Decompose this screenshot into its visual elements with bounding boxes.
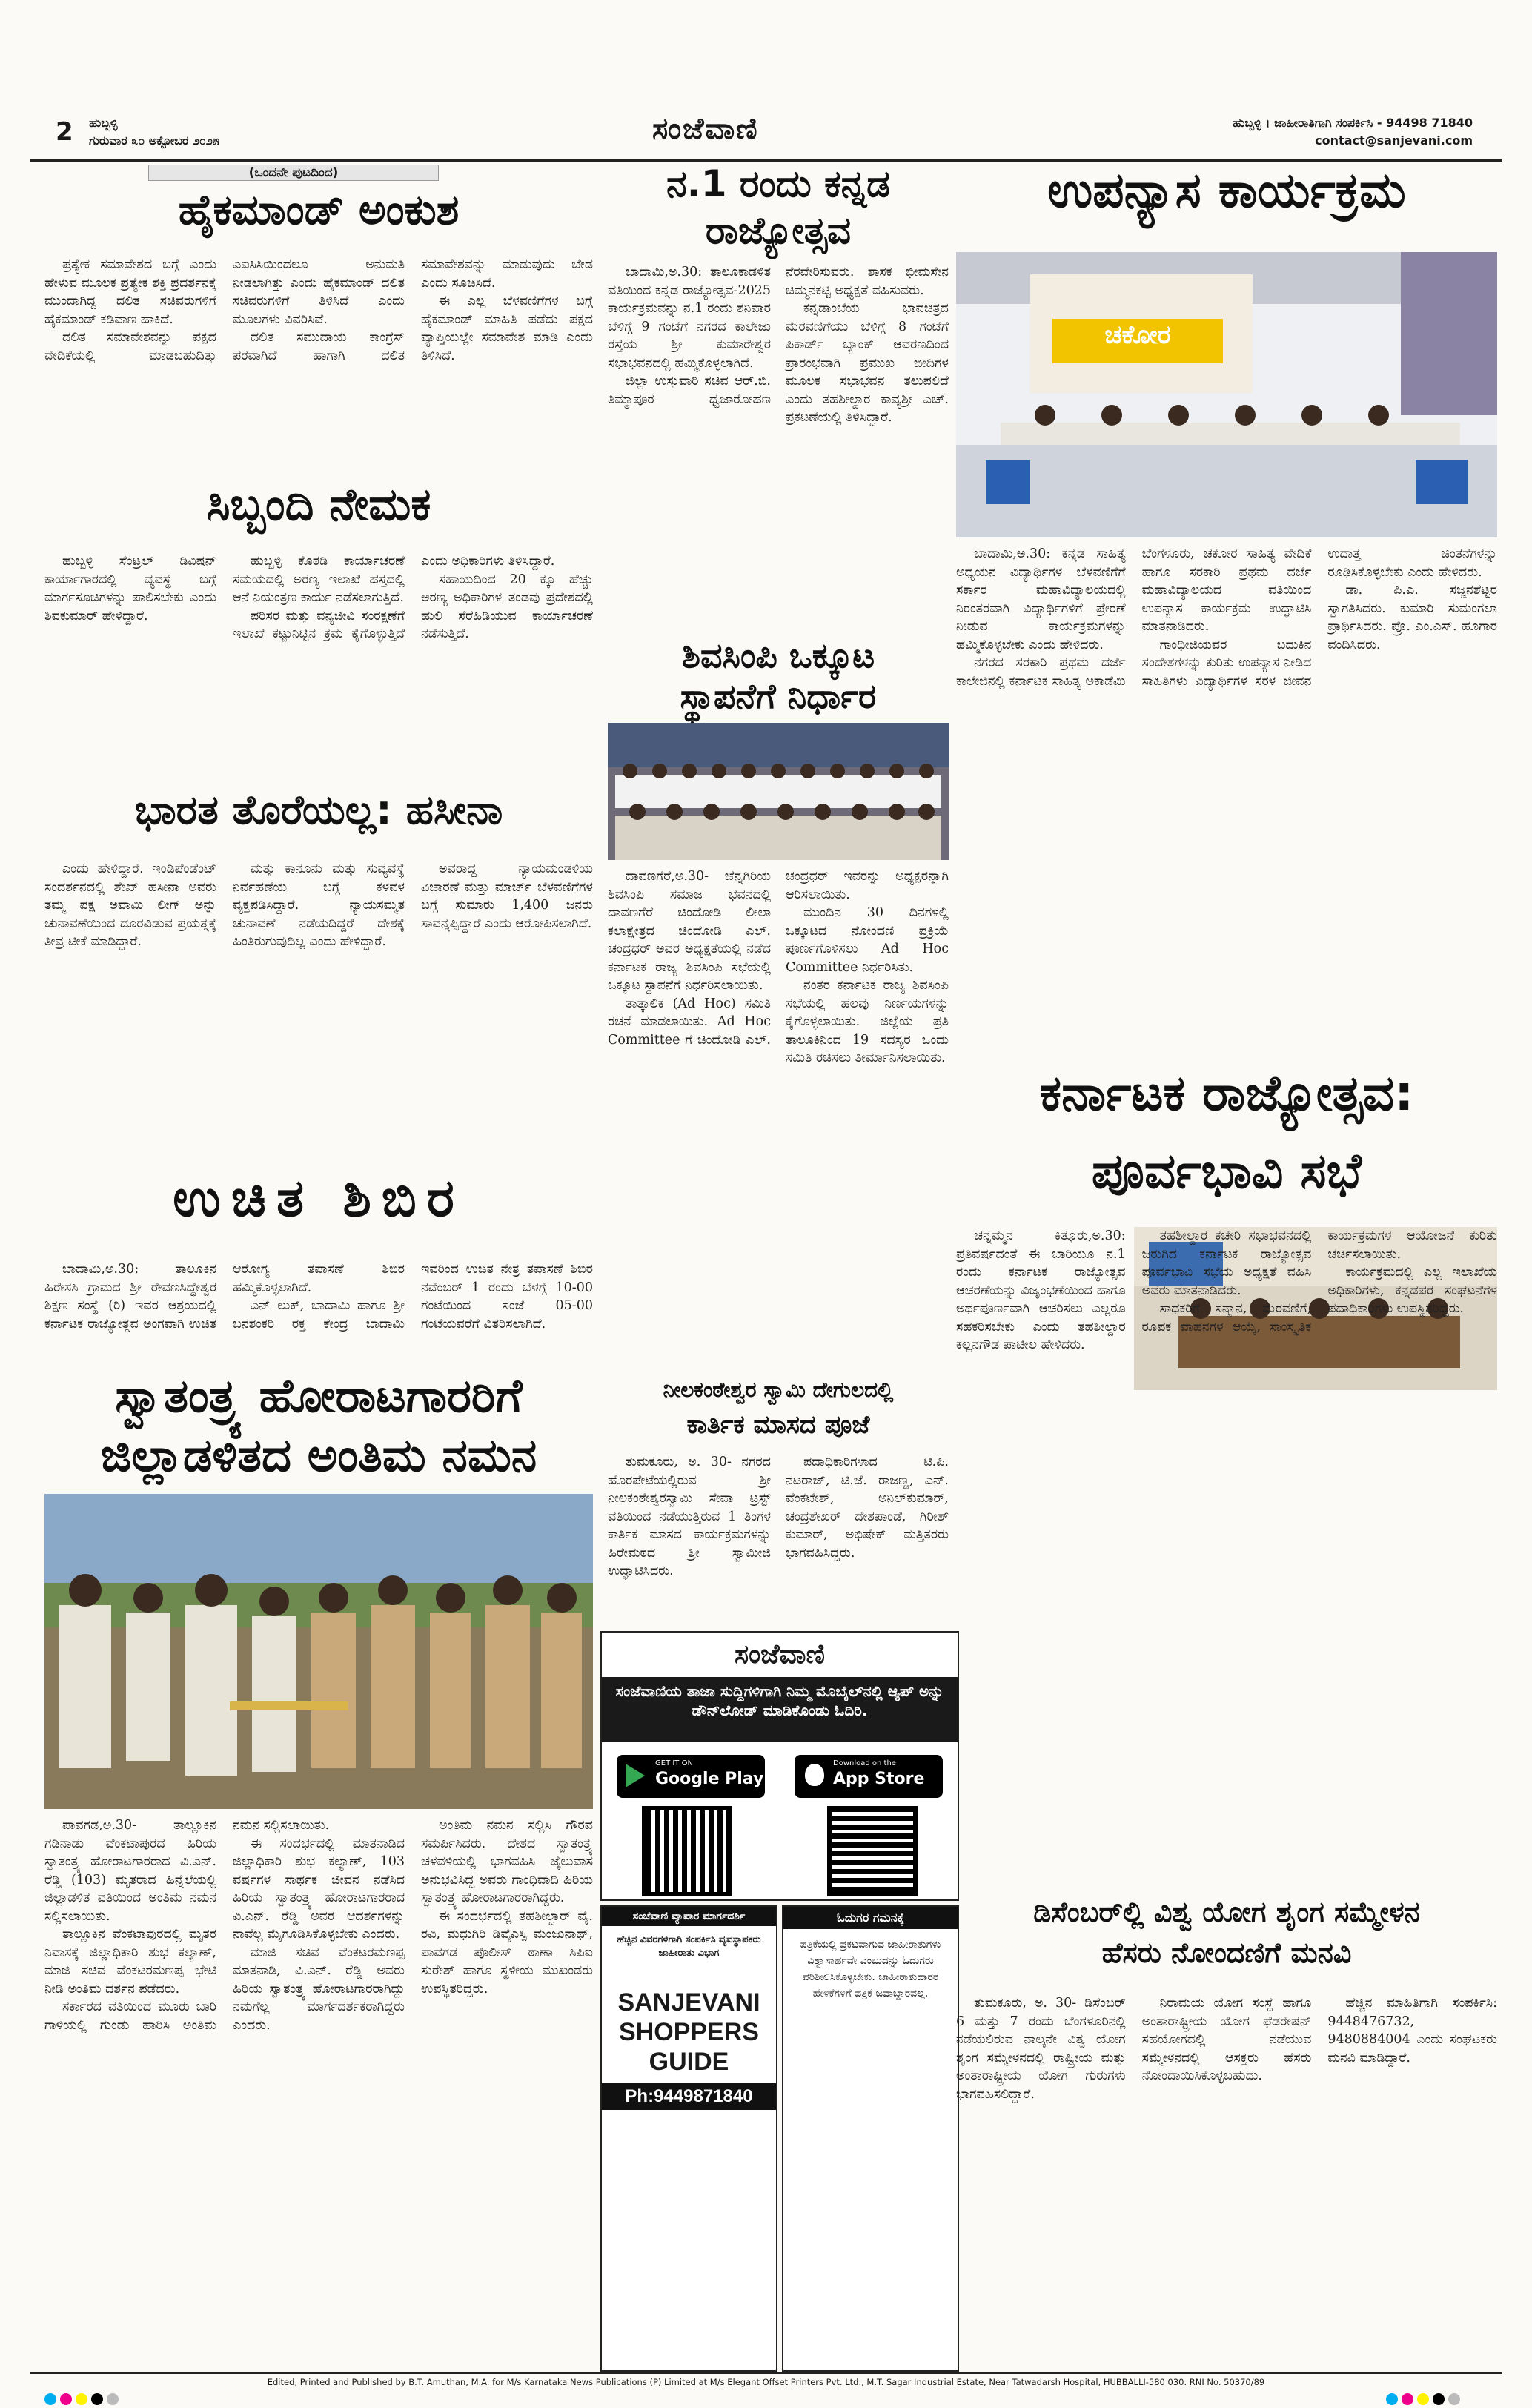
masthead-city: ಹುಬ್ಬಳ್ಳಿ — [89, 116, 118, 130]
app-store-qr-code[interactable] — [832, 1810, 913, 1892]
notice-body: ಪತ್ರಿಕೆಯಲ್ಲಿ ಪ್ರಕಟವಾಗುವ ಜಾಹೀರಾತುಗಳು ವಿಶ್ವಾಸಾರ್ಹವೇ ಎಂಬುದನ್ನು ಓದುಗರು ಪರಿಶೀಲಿಸಿಕೊಳ್ಳಬೇಕು. ಜಾಹೀರಾತುದಾರರ ಹೇಳಿಕೆಗಳಿಗೆ ಪತ್ರಿಕೆ ಜವಾಬ್ದಾರವಲ್ಲ. — [800, 1939, 941, 2000]
upanyasa-banner-text: ಚಕೋರ — [1104, 320, 1171, 350]
shoppers-guide-ad — [600, 1905, 777, 2372]
shivasimpi-headline-line-2: ಸ್ಥಾಪನೆಗೆ ನಿರ್ಧಾರ — [680, 676, 877, 716]
google-play-icon — [626, 1764, 645, 1787]
black-dot — [1433, 2393, 1445, 2405]
masthead-date: ಗುರುವಾರ ೩೦ ಅಕ್ಟೋಬರ ೨೦೨೫ — [89, 133, 219, 148]
yellow-dot — [1417, 2393, 1429, 2405]
contact-email[interactable]: contact@sanjevani.com — [1315, 133, 1473, 148]
sibbandi-headline: ಸಿಬ್ಬಂದಿ ನೇಮಕ — [206, 479, 431, 531]
yoga-body: ತುಮಕೂರು, ಅ. 30- ಡಿಸೆಂಬರ್ 6 ಮತ್ತು 7 ರಂದು ಬೆಂಗಳೂರಿನಲ್ಲಿ ನಡೆಯಲಿರುವ ನಾಲ್ಕನೇ ವಿಶ್ವ ಯೋಗ ಶೃಂಗ ಸಮ್ಮೇಳನದಲ್ಲಿ ರಾಷ್ಟ್ರೀಯ ಮತ್ತು ಅಂತಾರಾಷ್ಟ್ರೀಯ ಯೋಗ ಗುರುಗಳು ಭಾಗವಹಿಸಲಿದ್ದಾರೆ. ನಿರಾಮಯ ಯೋಗ ಸಂಸ್ಥೆ ಹಾಗೂ ಅಂತಾರಾಷ್ಟ್ರೀಯ ಯೋಗ ಫೆಡರೇಷನ್ ಸಹಯೋಗದಲ್ಲಿ ನಡೆಯುವ ಸಮ್ಮೇಳನದಲ್ಲಿ ಆಸಕ್ತರು ಹೆಸರು ನೋಂದಾಯಿಸಿಕೊಳ್ಳಬಹುದು. ಹೆಚ್ಚಿನ ಮಾಹಿತಿಗಾಗಿ ಸಂಪರ್ಕಿಸಿ: 9448476732, 9480884004 ಎಂದು ಸಂಘಟಕರು ಮನವಿ ಮಾಡಿದ್ದಾರೆ. — [956, 1996, 1497, 2102]
notice-header: ಓದುಗರ ಗಮನಕ್ಕೆ — [783, 1907, 958, 1929]
purvabhavi-body: ಚನ್ನಮ್ಮನ ಕಿತ್ತೂರು,ಅ.30: ಪ್ರತಿವರ್ಷದಂತೆ ಈ ಬಾರಿಯೂ ನ.1 ರಂದು ಕರ್ನಾಟಕ ರಾಜ್ಯೋತ್ಸವ ಆಚರಣೆಯನ್ನು ವಿಜೃಂಭಣೆಯಿಂದ ಹಾಗೂ ಅರ್ಥಪೂರ್ಣವಾಗಿ ಆಚರಿಸಲು ಎಲ್ಲರೂ ಸಹಕರಿಸಬೇಕು ಎಂದು ತಹಶೀಲ್ದಾರ ಕಲ್ಲನಗೌಡ ಪಾಟೀಲ ಹೇಳಿದರು. ತಹಶೀಲ್ದಾರ ಕಚೇರಿ ಸಭಾಭವನದಲ್ಲಿ ಜರುಗಿದ ಕರ್ನಾಟಕ ರಾಜ್ಯೋತ್ಸವ ಪೂರ್ವಭಾವಿ ಸಭೆಯ ಅಧ್ಯಕ್ಷತೆ ವಹಿಸಿ ಅವರು ಮಾತನಾಡಿದರು. ಸಾಧಕರಿಗೆ ಸನ್ಮಾನ, ಮೆರವಣಿಗೆ, ರೂಪಕ ವಾಹನಗಳ ಆಯ್ಕೆ, ಸಾಂಸ್ಕೃತಿಕ ಕಾರ್ಯಕ್ರಮಗಳ ಆಯೋಜನೆ ಕುರಿತು ಚರ್ಚಿಸಲಾಯಿತು. ಕಾರ್ಯಕ್ರಮದಲ್ಲಿ ಎಲ್ಲ ಇಲಾಖೆಯ ಅಧಿಕಾರಿಗಳು, ಕನ್ನಡಪರ ಸಂಘಟನೆಗಳ ಪದಾಧಿಕಾರಿಗಳು ಉಪಸ್ಥಿತರಿದ್ದರು. — [956, 1228, 1497, 1352]
upanyasa-event-photo — [956, 252, 1497, 538]
freedom-headline-line-2: ಜಿಲ್ಲಾಡಳಿತದ ಅಂತಿಮ ನಮನ — [100, 1428, 537, 1482]
grey-dot — [107, 2393, 119, 2405]
shoppers-sub: ಹೆಚ್ಚಿನ ವಿವರಗಳಿಗಾಗಿ ಸಂಪರ್ಕಿಸಿ ವ್ಯವಸ್ಥಾಪಕರು ಜಾಹೀರಾತು ವಿಭಾಗ — [617, 1934, 761, 1959]
freedom-funeral-photo — [44, 1494, 593, 1809]
upanyasa-headline: ಉಪನ್ಯಾಸ ಕಾರ್ಯಕ್ರಮ — [1047, 162, 1406, 219]
cyan-dot — [1386, 2393, 1398, 2405]
yoga-headline-line-2: ಹೆಸರು ನೋಂದಣಿಗೆ ಮನವಿ — [1101, 1936, 1352, 1969]
registration-marks-right — [1386, 2393, 1460, 2405]
continued-tag: (ಒಂದನೇ ಪುಟದಿಂದ) — [148, 165, 439, 181]
upanyasa-body: ಬಾದಾಮಿ,ಅ.30: ಕನ್ನಡ ಸಾಹಿತ್ಯ ಅಧ್ಯಯನ ವಿದ್ಯಾರ್ಥಿಗಳ ಬೆಳವಣಿಗೆಗೆ ಸರ್ಕಾರ ಮಹಾವಿದ್ಯಾಲಯದಲ್ಲಿ ನಿರಂತರವಾಗಿ ವಿದ್ಯಾರ್ಥಿಗಳಿಗೆ ಪ್ರೇರಣೆ ನೀಡುವ ಕಾರ್ಯಕ್ರಮಗಳನ್ನು ಹಮ್ಮಿಕೊಳ್ಳಬೇಕು ಎಂದು ಹೇಳಿದರು. ನಗರದ ಸರಕಾರಿ ಪ್ರಥಮ ದರ್ಜೆ ಕಾಲೇಜಿನಲ್ಲಿ ಕರ್ನಾಟಕ ಸಾಹಿತ್ಯ ಅಕಾಡೆಮಿ ಬೆಂಗಳೂರು, ಚಕೋರ ಸಾಹಿತ್ಯ ವೇದಿಕೆ ಹಾಗೂ ಸರಕಾರಿ ಪ್ರಥಮ ದರ್ಜೆ ಮಹಾವಿದ್ಯಾಲಯದ ವತಿಯಿಂದ ಉಪನ್ಯಾಸ ಕಾರ್ಯಕ್ರಮ ಉದ್ಘಾಟಿಸಿ ಮಾತನಾಡಿದರು. ಗಾಂಧೀಜಿಯವರ ಬದುಕಿನ ಸಂದೇಶಗಳನ್ನು ಕುರಿತು ಉಪನ್ಯಾಸ ನೀಡಿದ ಸಾಹಿತಿಗಳು ವಿದ್ಯಾರ್ಥಿಗಳ ಸರಳ ಜೀವನ ಉದಾತ್ತ ಚಿಂತನೆಗಳನ್ನು ರೂಢಿಸಿಕೊಳ್ಳಬೇಕು ಎಂದು ಹೇಳಿದರು. ಡಾ. ಪಿ.ಎ. ಸಜ್ಜನಶೆಟ್ಟರ ಸ್ವಾಗತಿಸಿದರು. ಕುಮಾರಿ ಸುಮಂಗಲಾ ಪ್ರಾರ್ಥಿಸಿದರು. ಪ್ರೊ. ಎಂ.ಎಸ್. ಹೂಗಾರ ವಂದಿಸಿದರು. — [956, 546, 1497, 689]
rajyotsava-headline-line-1: ನ.1 ರಂದು ಕನ್ನಡ — [666, 162, 891, 205]
temple-body: ತುಮಕೂರು, ಅ. 30- ನಗರದ ಹೊರಪೇಟೆಯಲ್ಲಿರುವ ಶ್ರೀ ನೀಲಕಂಠೇಶ್ವರಸ್ವಾಮಿ ಸೇವಾ ಟ್ರಸ್ಟ್ ವತಿಯಿಂದ ನಡೆಯುತ್ತಿರುವ 1 ತಿಂಗಳ ಕಾರ್ತಿಕ ಮಾಸದ ಕಾರ್ಯಕ್ರಮಗಳನ್ನು ಹಿರೇಮಠದ ಶ್ರೀ ಸ್ವಾಮೀಜಿ ಉದ್ಘಾಟಿಸಿದರು. ಪದಾಧಿಕಾರಿಗಳಾದ ಟಿ.ಪಿ. ನಟರಾಜ್, ಟಿ.ಜೆ. ರಾಜಣ್ಣ, ಎನ್. ವೆಂಕಟೇಶ್, ಅನಿಲ್‌ಕುಮಾರ್, ಚಂದ್ರಶೇಖರ್ ದೇಶಪಾಂಡೆ, ಗಿರೀಶ್ ಕುಮಾರ್, ಅಭಿಷೇಕ್ ಮತ್ತಿತರರು ಭಾಗವಹಿಸಿದ್ದರು. — [608, 1455, 949, 1578]
footer-imprint: Edited, Printed and Published by B.T. Amuthan, M.A. for M/s Karnataka News Publications (P) Limited at M/s Elegant Offset Printers Pvt. Ltd., M.T. Sagar Industrial Estate, Near Tatwadarsh Hospital, HUBBALLI-580 030. RNI No. 50370/89 — [267, 2377, 1265, 2387]
shoppers-header: ಸಂಜೆವಾಣಿ ವ್ಯಾಪಾರ ಮಾರ್ಗದರ್ಶಿ — [602, 1907, 776, 1926]
camp-headline: ಉಚಿತ ಶಿಬಿರ — [173, 1168, 465, 1228]
app-download-ad — [600, 1631, 959, 1901]
sibbandi-body: ಹುಬ್ಬಳ್ಳಿ ಸೆಂಟ್ರಲ್ ಡಿವಿಷನ್ ಕಾರ್ಯಾಗಾರದಲ್ಲಿ ವ್ಯವಸ್ಥೆ ಬಗ್ಗೆ ಮಾರ್ಗಸೂಚಿಗಳನ್ನು ಪಾಲಿಸಬೇಕು ಎಂದು ಶಿವಕುಮಾರ್ ಹೇಳಿದ್ದಾರೆ. ಹುಬ್ಬಳ್ಳಿ ಕೊಠಡಿ ಕಾರ್ಯಾಚರಣೆ ಸಮಯದಲ್ಲಿ ಅರಣ್ಯ ಇಲಾಖೆ ಹಸ್ತದಲ್ಲಿ ಆನೆ ನಿಯಂತ್ರಣ ಕಾರ್ಯ ನಡೆಸಲಾಗುತ್ತಿದೆ. ಪರಿಸರ ಮತ್ತು ವನ್ಯಜೀವಿ ಸಂರಕ್ಷಣೆಗೆ ಇಲಾಖೆ ಕಟ್ಟುನಿಟ್ಟಿನ ಕ್ರಮ ಕೈಗೊಳ್ಳುತ್ತಿದೆ ಎಂದು ಅಧಿಕಾರಿಗಳು ತಿಳಿಸಿದ್ದಾರೆ. ಸಹಾಯದಿಂದ 20 ಕ್ಕೂ ಹೆಚ್ಚು ಅರಣ್ಯ ಅಧಿಕಾರಿಗಳ ತಂಡವು ಪ್ರದೇಶದಲ್ಲಿ ಹುಲಿ ಸೆರೆಹಿಡಿಯುವ ಕಾರ್ಯಾಚರಣೆ ನಡೆಸುತ್ತಿದೆ. — [44, 554, 593, 641]
temple-headline-line-2: ಕಾರ್ತಿಕ ಮಾಸದ ಪೂಜೆ — [686, 1410, 870, 1440]
shivasimpi-headline-line-1: ಶಿವಸಿಂಪಿ ಒಕ್ಕೂಟ — [681, 635, 875, 675]
shoppers-line-3: GUIDE — [649, 2048, 729, 2076]
footer-rule — [30, 2372, 1502, 2374]
shivasimpi-body: ದಾವಣಗೆರೆ,ಅ.30- ಚೆನ್ನಗಿರಿಯ ಶಿವಸಿಂಪಿ ಸಮಾಜ ಭವನದಲ್ಲಿ ದಾವಣಗೆರೆ ಚಿಂದೋಡಿ ಲೀಲಾ ಕಲಾಕ್ಷೇತ್ರದ ಚಿಂದೋಡಿ ಎಲ್. ಚಂದ್ರಧರ್ ಅವರ ಅಧ್ಯಕ್ಷತೆಯಲ್ಲಿ ನಡೆದ ಕರ್ನಾಟಕ ರಾಜ್ಯ ಶಿವಸಿಂಪಿ ಸಭೆಯಲ್ಲಿ ಒಕ್ಕೂಟ ಸ್ಥಾಪನೆಗೆ ನಿರ್ಧರಿಸಲಾಯಿತು. ತಾತ್ಕಾಲಿಕ (Ad Hoc) ಸಮಿತಿ ರಚನೆ ಮಾಡಲಾಯಿತು. Ad Hoc Committee ಗೆ ಚಿಂದೋಡಿ ಎಲ್. ಚಂದ್ರಧರ್ ಇವರನ್ನು ಅಧ್ಯಕ್ಷರನ್ನಾಗಿ ಆರಿಸಲಾಯಿತು. ಮುಂದಿನ 30 ದಿನಗಳಲ್ಲಿ ಒಕ್ಕೂಟದ ನೋಂದಣಿ ಪ್ರಕ್ರಿಯೆ ಪೂರ್ಣಗೊಳಿಸಲು Ad Hoc Committee ನಿರ್ಧರಿಸಿತು. ನಂತರ ಕರ್ನಾಟಕ ರಾಜ್ಯ ಶಿವಸಿಂಪಿ ಸಭೆಯಲ್ಲಿ ಹಲವು ನಿರ್ಣಯಗಳನ್ನು ಕೈಗೊಳ್ಳಲಾಯಿತು. ಜಿಲ್ಲೆಯ ಪ್ರತಿ ತಾಲೂಕಿನಿಂದ 19 ಸದಸ್ಯರ ಒಂದು ಸಮಿತಿ ರಚಿಸಲು ತೀರ್ಮಾನಿಸಲಾಯಿತು. — [608, 869, 949, 1065]
magenta-dot — [1402, 2393, 1413, 2405]
app-ad-tagline: ಸಂಜೆವಾಣಿಯ ತಾಜಾ ಸುದ್ದಿಗಳಿಗಾಗಿ ನಿಮ್ಮ ಮೊಬೈಲ್‌ನಲ್ಲಿ ಆ್ಯಪ್ ಅನ್ನು ಡೌನ್‌ಲೋಡ್ ಮಾಡಿಕೊಂಡು ಓದಿರಿ. — [602, 1677, 958, 1742]
app-ad-logo: ಸಂಜೆವಾಣಿ — [734, 1638, 825, 1670]
apple-icon — [805, 1764, 824, 1786]
contact-label: ಹುಬ್ಬಳ್ಳಿ । ಜಾಹೀರಾತಿಗಾಗಿ ಸಂಪರ್ಕಿಸಿ - 94498 71840 — [1233, 116, 1473, 130]
google-play-qr-code[interactable] — [646, 1810, 728, 1892]
hasina-body: ಎಂದು ಹೇಳಿದ್ದಾರೆ. ಇಂಡಿಪೆಂಡೆಂಟ್ ಸಂದರ್ಶನದಲ್ಲಿ ಶೇಖ್ ಹಸೀನಾ ಅವರು ತಮ್ಮ ಪಕ್ಷ ಅವಾಮಿ ಲೀಗ್ ಅನ್ನು ಚುನಾವಣೆಯಿಂದ ದೂರವಿಡುವ ಪ್ರಯತ್ನಕ್ಕೆ ತೀವ್ರ ಟೀಕೆ ಮಾಡಿದ್ದಾರೆ. ಮತ್ತು ಕಾನೂನು ಮತ್ತು ಸುವ್ಯವಸ್ಥೆ ನಿರ್ವಹಣೆಯ ಬಗ್ಗೆ ಕಳವಳ ವ್ಯಕ್ತಪಡಿಸಿದ್ದಾರೆ. ನ್ಯಾಯಸಮ್ಮತ ಚುನಾವಣೆ ನಡೆಯದಿದ್ದರೆ ದೇಶಕ್ಕೆ ಹಿಂತಿರುಗುವುದಿಲ್ಲ ಎಂದು ಹೇಳಿದ್ದಾರೆ. ಅವರಾದ್ದ ನ್ಯಾಯಮಂಡಳಿಯ ವಿಚಾರಣೆ ಮತ್ತು ಮಾರ್ಚ್ ಬೆಳವಣಿಗೆಗಳ ಬಗ್ಗೆ ಸುಮಾರು 1,400 ಜನರು ಸಾವನ್ನಪ್ಪಿದ್ದಾರೆ ಎಂದು ಆರೋಪಿಸಲಾಗಿದೆ. — [44, 861, 593, 949]
freedom-body: ಪಾವಗಡ,ಅ.30- ತಾಲ್ಲೂಕಿನ ಗಡಿನಾಡು ವೆಂಕಟಾಪುರದ ಹಿರಿಯ ಸ್ವಾತಂತ್ರ್ಯ ಹೋರಾಟಗಾರರಾದ ವಿ.ಎನ್. ರೆಡ್ಡಿ (103) ಮೃತರಾದ ಹಿನ್ನೆಲೆಯಲ್ಲಿ ಜಿಲ್ಲಾಡಳಿತ ವತಿಯಿಂದ ಅಂತಿಮ ನಮನ ಸಲ್ಲಿಸಲಾಯಿತು. ತಾಲ್ಲೂಕಿನ ವೆಂಕಟಾಪುರದಲ್ಲಿ ಮೃತರ ನಿವಾಸಕ್ಕೆ ಜಿಲ್ಲಾಧಿಕಾರಿ ಶುಭ ಕಲ್ಯಾಣ್, ಮಾಜಿ ಸಚಿವ ವೆಂಕಟರಮಣಪ್ಪ ಭೇಟಿ ನೀಡಿ ಅಂತಿಮ ದರ್ಶನ ಪಡೆದರು. ಸರ್ಕಾರದ ವತಿಯಿಂದ ಮೂರು ಬಾರಿ ಗಾಳಿಯಲ್ಲಿ ಗುಂಡು ಹಾರಿಸಿ ಅಂತಿಮ ನಮನ ಸಲ್ಲಿಸಲಾಯಿತು. ಈ ಸಂದರ್ಭದಲ್ಲಿ ಮಾತನಾಡಿದ ಜಿಲ್ಲಾಧಿಕಾರಿ ಶುಭ ಕಲ್ಯಾಣ್, 103 ವರ್ಷಗಳ ಸಾರ್ಥಕ ಜೀವನ ನಡೆಸಿದ ಹಿರಿಯ ಸ್ವಾತಂತ್ರ್ಯ ಹೋರಾಟಗಾರರಾದ ವಿ.ಎನ್. ರೆಡ್ಡಿ ಅವರ ಆದರ್ಶಗಳನ್ನು ನಾವೆಲ್ಲ ಮೈಗೂಡಿಸಿಕೊಳ್ಳಬೇಕು ಎಂದರು. ಮಾಜಿ ಸಚಿವ ವೆಂಕಟರಮಣಪ್ಪ ಮಾತನಾಡಿ, ವಿ.ಎನ್. ರೆಡ್ಡಿ ಅವರು ಹಿರಿಯ ಸ್ವಾತಂತ್ರ್ಯ ಹೋರಾಟಗಾರರಾಗಿದ್ದು ನಮಗೆಲ್ಲ ಮಾರ್ಗದರ್ಶಕರಾಗಿದ್ದರು ಎಂದರು. ಅಂತಿಮ ನಮನ ಸಲ್ಲಿಸಿ ಗೌರವ ಸಮರ್ಪಿಸಿದರು. ದೇಶದ ಸ್ವಾತಂತ್ರ್ಯ ಚಳವಳಿಯಲ್ಲಿ ಭಾಗವಹಿಸಿ ಜೈಲುವಾಸ ಅನುಭವಿಸಿದ್ದ ಅವರು ಗಾಂಧಿವಾದಿ ಹಿರಿಯ ಸ್ವಾತಂತ್ರ್ಯ ಹೋರಾಟಗಾರರಾಗಿದ್ದರು. ಈ ಸಂದರ್ಭದಲ್ಲಿ ತಹಶೀಲ್ದಾರ್ ವೈ. ರವಿ, ಮಧುಗಿರಿ ಡಿವೈಎಸ್ಪಿ ಮಂಜುನಾಥ್, ಪಾವಗಡ ಪೊಲೀಸ್ ಠಾಣಾ ಸಿಪಿಐ ಸುರೇಶ್ ಹಾಗೂ ಸ್ಥಳೀಯ ಮುಖಂಡರು ಉಪಸ್ಥಿತರಿದ್ದರು. — [44, 1818, 593, 2033]
google-play-button[interactable]: GET IT ON Google Play — [617, 1755, 765, 1798]
grey-dot — [1448, 2393, 1460, 2405]
freedom-headline-line-1: ಸ್ವಾತಂತ್ರ್ಯ ಹೋರಾಟಗಾರರಿಗೆ — [115, 1369, 523, 1423]
rajyotsava-headline-line-2: ರಾಜ್ಯೋತ್ಸವ — [705, 209, 852, 252]
page-number: 2 — [56, 117, 73, 147]
purvabhavi-headline-line-2: ಪೂರ್ವಭಾವಿ ಸಭೆ — [1091, 1142, 1362, 1200]
temple-headline-line-1: ನೀಲಕಂಠೇಶ್ವರ ಸ್ವಾಮಿ ದೇಗುಲದಲ್ಲಿ — [663, 1377, 894, 1402]
shivasimpi-group-photo — [608, 723, 949, 860]
highcommand-body: ಪ್ರತ್ಯೇಕ ಸಮಾವೇಶದ ಬಗ್ಗೆ ಎಂದು ಹೇಳುವ ಮೂಲಕ ಪ್ರತ್ಯೇಕ ಶಕ್ತಿ ಪ್ರದರ್ಶನಕ್ಕೆ ಮುಂದಾಗಿದ್ದ ದಲಿತ ಸಚಿವರುಗಳಿಗೆ ಹೈಕಮಾಂಡ್ ಕಡಿವಾಣ ಹಾಕಿದೆ. ದಲಿತ ಸಮಾವೇಶವನ್ನು ಪಕ್ಷದ ವೇದಿಕೆಯಲ್ಲಿ ಮಾಡಬಹುದಿತ್ತು ಎಐಸಿಸಿಯಿಂದಲೂ ಅನುಮತಿ ನೀಡಲಾಗಿತ್ತು ಎಂದು ಹೈಕಮಾಂಡ್ ದಲಿತ ಸಚಿವರುಗಳಿಗೆ ತಿಳಿಸಿದೆ ಎಂದು ಮೂಲಗಳು ವಿವರಿಸಿವೆ. ದಲಿತ ಸಮುದಾಯ ಕಾಂಗ್ರೆಸ್ ಪರವಾಗಿದೆ ಹಾಗಾಗಿ ದಲಿತ ಸಮಾವೇಶವನ್ನು ಮಾಡುವುದು ಬೇಡ ಎಂದು ಸೂಚಿಸಿದೆ. ಈ ಎಲ್ಲ ಬೆಳವಣಿಗೆಗಳ ಬಗ್ಗೆ ಹೈಕಮಾಂಡ್ ಮಾಹಿತಿ ಪಡೆದು ಪಕ್ಷದ ವ್ಯಾಪ್ತಿಯಲ್ಲೇ ಸಮಾವೇಶ ಮಾಡಿ ಎಂದು ತಿಳಿಸಿದೆ. — [44, 257, 593, 363]
black-dot — [91, 2393, 103, 2405]
purvabhavi-headline-line-1: ಕರ್ನಾಟಕ ರಾಜ್ಯೋತ್ಸವ: — [1039, 1065, 1414, 1122]
yoga-headline-line-1: ಡಿಸೆಂಬರ್‌ಲ್ಲಿ ವಿಶ್ವ ಯೋಗ ಶೃಂಗ ಸಮ್ಮೇಳನ — [1033, 1896, 1420, 1928]
hasina-headline: ಭಾರತ ತೊರೆಯಲ್ಲ: ಹಸೀನಾ — [134, 787, 503, 833]
masthead — [30, 111, 1502, 159]
shoppers-line-1: SANJEVANI — [617, 1988, 760, 2017]
rajyotsava-body: ಬಾದಾಮಿ,ಅ.30: ತಾಲೂಕಾಡಳಿತ ವತಿಯಿಂದ ಕನ್ನಡ ರಾಜ್ಯೋತ್ಸವ-2025 ಕಾರ್ಯಕ್ರಮವನ್ನು ನ.1 ರಂದು ಶನಿವಾರ ಬೆಳಿಗ್ಗೆ 9 ಗಂಟೆಗೆ ನಗರದ ಕಾಲೇಜು ರಸ್ತೆಯ ಶ್ರೀ ಕುಮಾರೇಶ್ವರ ಸಭಾಭವನದಲ್ಲಿ ಹಮ್ಮಿಕೊಳ್ಳಲಾಗಿದೆ. ಜಿಲ್ಲಾ ಉಸ್ತುವಾರಿ ಸಚಿವ ಆರ್.ಬಿ. ತಿಮ್ಮಾಪೂರ ಧ್ವಜಾರೋಹಣ ನೆರವೇರಿಸುವರು. ಶಾಸಕ ಭೀಮಸೇನ ಚಿಮ್ಮನಕಟ್ಟಿ ಅಧ್ಯಕ್ಷತೆ ವಹಿಸುವರು. ಕನ್ನಡಾಂಬೆಯ ಭಾವಚಿತ್ರದ ಮೆರವಣಿಗೆಯು ಬೆಳಿಗ್ಗೆ 8 ಗಂಟೆಗೆ ಪಿಕಾರ್ಡ್ ಬ್ಯಾಂಕ್ ಆವರಣದಿಂದ ಪ್ರಾರಂಭವಾಗಿ ಪ್ರಮುಖ ಬೀದಿಗಳ ಮೂಲಕ ಸಭಾಭವನ ತಲುಪಲಿದೆ ಎಂದು ತಹಶೀಲ್ದಾರ ಕಾವ್ಯಶ್ರೀ ಎಚ್. ಪ್ರಕಟಣೆಯಲ್ಲಿ ತಿಳಿಸಿದ್ದಾರೆ. — [608, 265, 949, 425]
app-store-button[interactable]: Download on the App Store — [795, 1755, 943, 1798]
magenta-dot — [60, 2393, 72, 2405]
registration-marks-left — [44, 2393, 119, 2405]
readers-notice — [782, 1905, 959, 2372]
shoppers-line-2: SHOPPERS — [619, 2018, 759, 2046]
shoppers-phone[interactable]: Ph:9449871840 — [602, 2083, 776, 2110]
masthead-logo: ಸಂಜೆವಾಣಿ — [652, 111, 759, 146]
yellow-dot — [76, 2393, 87, 2405]
camp-body: ಬಾದಾಮಿ,ಅ.30: ತಾಲೂಕಿನ ಹಿರೇಸಸಿ ಗ್ರಾಮದ ಶ್ರೀ ರೇವಣಸಿದ್ಧೇಶ್ವರ ಶಿಕ್ಷಣ ಸಂಸ್ಥೆ (ರಿ) ಇವರ ಆಶ್ರಯದಲ್ಲಿ ಕರ್ನಾಟಕ ರಾಜ್ಯೋತ್ಸವ ಅಂಗವಾಗಿ ಉಚಿತ ಆರೋಗ್ಯ ತಪಾಸಣೆ ಶಿಬಿರ ಹಮ್ಮಿಕೊಳ್ಳಲಾಗಿದೆ. ಎನ್ ಲುಕ್, ಬಾದಾಮಿ ಹಾಗೂ ಶ್ರೀ ಬನಶಂಕರಿ ರಕ್ತ ಕೇಂದ್ರ ಬಾದಾಮಿ ಇವರಿಂದ ಉಚಿತ ನೇತ್ರ ತಪಾಸಣೆ ಶಿಬಿರ ನವೆಂಬರ್ 1 ರಂದು ಬೆಳಗ್ಗೆ 10-00 ಗಂಟೆಯಿಂದ ಸಂಜೆ 05-00 ಗಂಟೆಯವರೆಗೆ ವಿತರಿಸಲಾಗಿದೆ. — [44, 1262, 593, 1332]
cyan-dot — [44, 2393, 56, 2405]
highcommand-headline: ಹೈಕಮಾಂಡ್ ಅಂಕುಶ — [178, 186, 460, 234]
